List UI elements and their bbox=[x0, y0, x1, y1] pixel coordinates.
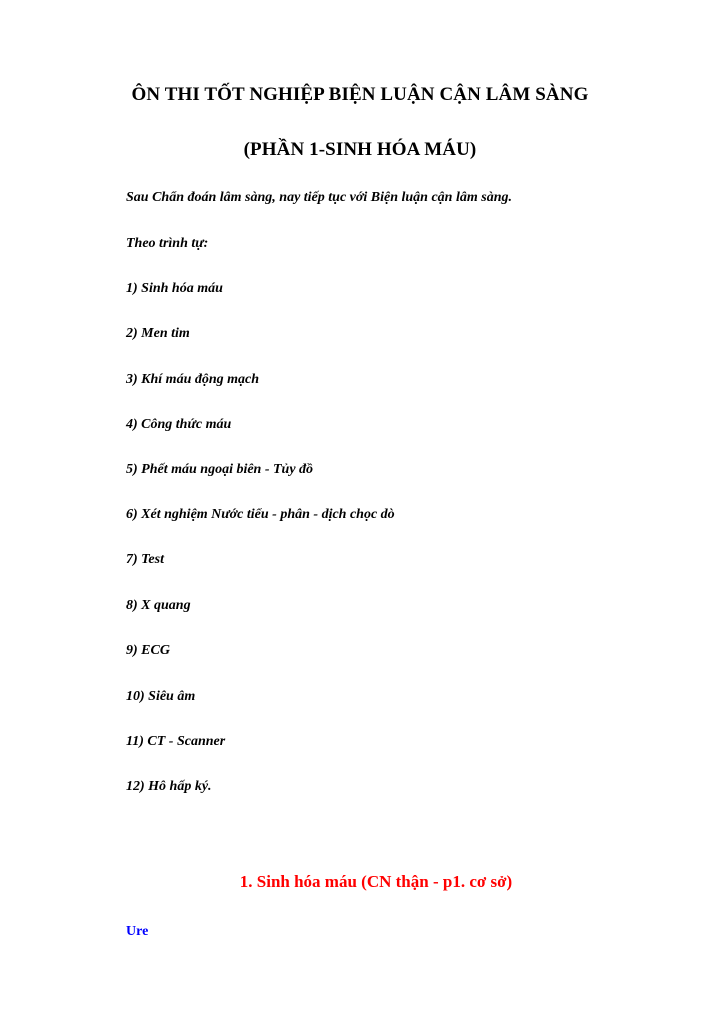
list-item: 7) Test bbox=[126, 552, 164, 567]
section-heading: 1. Sinh hóa máu (CN thận - p1. cơ sở) bbox=[239, 872, 513, 891]
list-item: 2) Men tim bbox=[126, 326, 190, 341]
subheading-ure: Ure bbox=[126, 924, 149, 939]
list-item: 4) Công thức máu bbox=[126, 417, 232, 432]
document-subtitle: (PHẦN 1-SINH HÓA MÁU) bbox=[243, 139, 477, 160]
list-item: 3) Khí máu động mạch bbox=[126, 372, 260, 387]
list-item: 8) X quang bbox=[126, 598, 191, 613]
intro-text: Sau Chẩn đoán lâm sàng, nay tiếp tục với Biện luận cận lâm sàng. bbox=[126, 190, 512, 205]
list-item: 10) Siêu âm bbox=[126, 689, 196, 704]
list-item: 5) Phết máu ngoại biên - Tủy đồ bbox=[126, 462, 314, 477]
list-item: 12) Hô hấp ký. bbox=[126, 779, 212, 794]
list-item: 9) ECG bbox=[126, 643, 170, 658]
list-item: 11) CT - Scanner bbox=[126, 734, 226, 749]
document-title: ÔN THI TỐT NGHIỆP BIỆN LUẬN CẬN LÂM SÀNG bbox=[131, 84, 589, 105]
list-item: 6) Xét nghiệm Nước tiểu - phân - dịch chọc dò bbox=[126, 507, 395, 522]
list-item: 1) Sinh hóa máu bbox=[126, 281, 223, 296]
order-label: Theo trình tự: bbox=[126, 236, 209, 251]
